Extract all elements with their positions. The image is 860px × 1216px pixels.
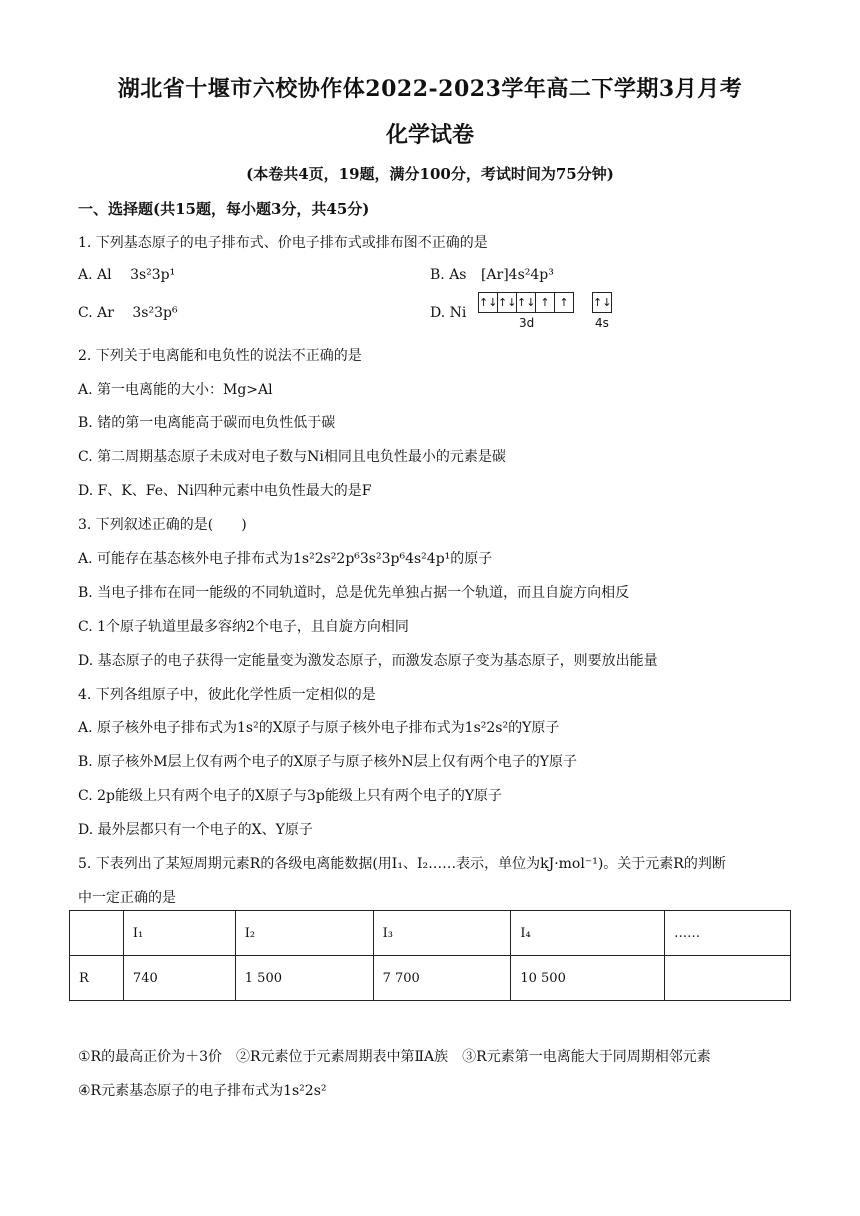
subject-title: 化学试卷: [385, 122, 474, 148]
table-cell: I₃: [373, 911, 511, 956]
q1-option-d-label: D. Ni: [430, 305, 467, 321]
table-cell: R: [70, 956, 124, 1001]
orbital-box: ↑↓: [498, 293, 517, 312]
exam-info: (本卷共4页，19题，满分100分，考试时间为75分钟): [246, 165, 614, 183]
q3-option-b: B. 当电子排布在同一能级的不同轨道时，总是优先单独占据一个轨道，而且自旋方向相反: [78, 585, 630, 601]
q1-option-c: [78, 305, 178, 321]
table-cell: 7 700: [373, 956, 511, 1001]
orbital-3d-group: [478, 292, 574, 313]
table-header-row: [70, 911, 791, 956]
q2-option-b: B. 锗的第一电离能高于碳而电负性低于碳: [78, 415, 336, 431]
q1-option-b-label: B. As: [430, 267, 467, 283]
q4-option-d: D. 最外层都只有一个电子的X、Y原子: [78, 822, 313, 838]
orbital-3d-label: 3d: [519, 316, 535, 330]
table-row: [70, 956, 791, 1001]
q4-stem: 4. 下列各组原子中，彼此化学性质一定相似的是: [78, 687, 376, 703]
q5-stem-line2: 中一定正确的是: [78, 890, 176, 906]
table-cell: 740: [123, 956, 235, 1001]
orbital-4s-label: 4s: [595, 316, 609, 330]
q5-stem-line1: 5. 下表列出了某短周期元素R的各级电离能数据(用I₁、I₂……表示，单位为kJ·mol⁻¹)。关于元素R的判断: [78, 856, 726, 872]
table-cell: [665, 956, 791, 1001]
q3-option-a: A. 可能存在基态核外电子排布式为1s²2s²2p⁶3s²3p⁶4s²4p¹的原子: [78, 551, 493, 567]
orbital-box: ↑↓: [479, 293, 498, 312]
q4-option-b: B. 原子核外M层上仅有两个电子的X原子与原子核外N层上仅有两个电子的Y原子: [78, 754, 577, 770]
orbital-4s-group: [592, 292, 612, 313]
orbital-box: ↑↓: [593, 296, 612, 309]
q2-option-c: C. 第二周期基态原子未成对电子数与Ni相同且电负性最小的元素是碳: [78, 449, 506, 465]
q1-option-b: [430, 267, 554, 283]
orbital-box: ↑↓: [517, 293, 536, 312]
q2-option-a: A. 第一电离能的大小：Mg>Al: [78, 382, 273, 398]
q4-option-c: C. 2p能级上只有两个电子的X原子与3p能级上只有两个电子的Y原子: [78, 788, 503, 804]
q5-statements-line1: ①R的最高正价为＋3价 ②R元素位于元素周期表中第ⅡA族 ③R元素第一电离能大于同周期相邻元素: [78, 1049, 711, 1065]
orbital-box: ↑: [536, 293, 555, 312]
q3-option-c: C. 1个原子轨道里最多容纳2个电子，且自旋方向相同: [78, 619, 409, 635]
table-cell: I₄: [511, 911, 665, 956]
q1-option-a: [78, 267, 175, 283]
q3-option-d: D. 基态原子的电子获得一定能量变为激发态原子，而激发态原子变为基态原子，则要放出能量: [78, 653, 658, 669]
table-cell: ……: [665, 911, 791, 956]
q1-stem: 1. 下列基态原子的电子排布式、价电子排布式或排布图不正确的是: [78, 235, 488, 251]
orbital-box: ↑: [559, 296, 569, 309]
table-cell: I₂: [235, 911, 373, 956]
ionization-energy-table: [69, 910, 791, 1001]
q2-stem: 2. 下列关于电离能和电负性的说法不正确的是: [78, 348, 362, 364]
q5-statements-line2: ④R元素基态原子的电子排布式为1s²2s²: [78, 1083, 327, 1099]
q1-option-b-config: [Ar]4s²4p³: [480, 267, 554, 283]
table-cell: I₁: [123, 911, 235, 956]
table-cell: 1 500: [235, 956, 373, 1001]
q1-option-a-label: A. Al: [78, 267, 112, 283]
q1-option-a-config: 3s²3p¹: [130, 267, 176, 283]
q1-option-c-label: C. Ar: [78, 305, 114, 321]
q2-option-d: D. F、K、Fe、Ni四种元素中电负性最大的是F: [78, 483, 372, 499]
table-cell: 10 500: [511, 956, 665, 1001]
q4-option-a: A. 原子核外电子排布式为1s²的X原子与原子核外电子排布式为1s²2s²的Y原子: [78, 720, 560, 736]
q3-stem: 3. 下列叙述正确的是( ): [78, 517, 247, 533]
table-cell: [70, 911, 124, 956]
q1-option-c-config: 3s²3p⁶: [132, 305, 178, 321]
section-heading: 一、选择题(共15题，每小题3分，共45分): [78, 200, 370, 218]
exam-title: 湖北省十堰市六校协作体2022-2023学年高二下学期3月月考: [117, 76, 743, 102]
